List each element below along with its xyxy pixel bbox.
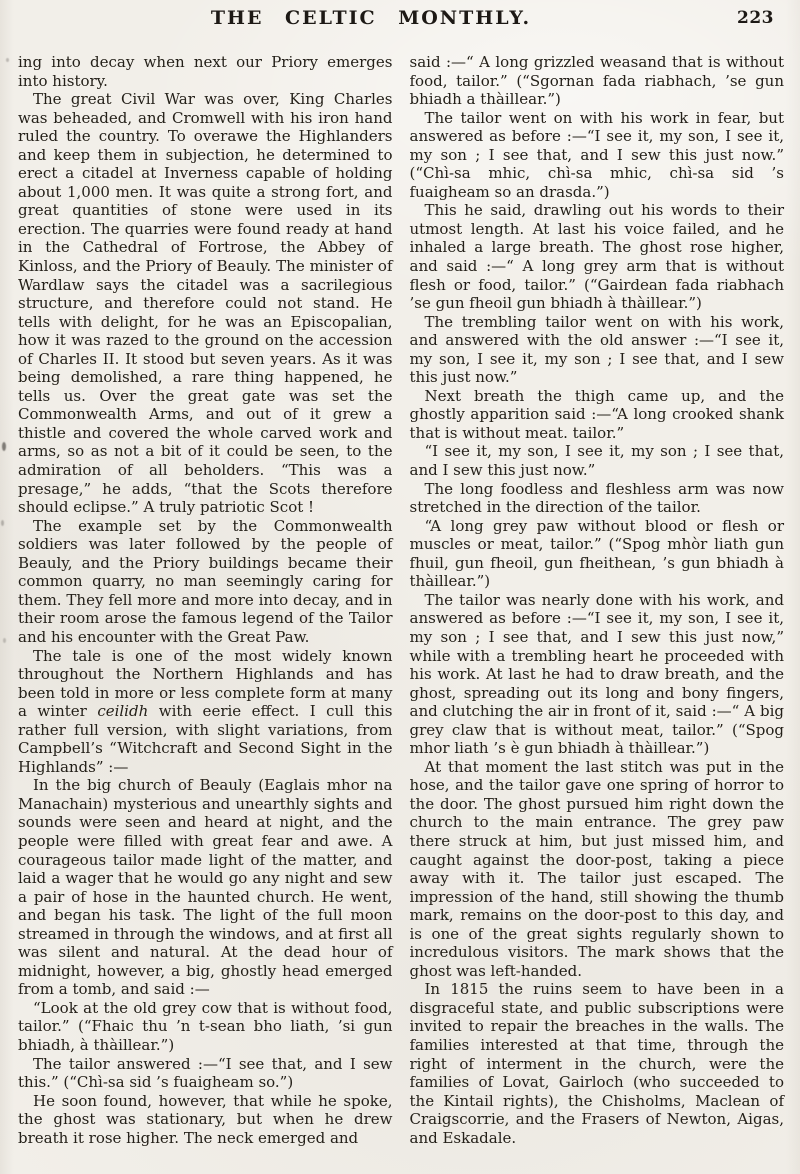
text-run: The great Civil War was over, King Charles was beheaded, and Cromwell with his iron hand ruled the country. To overawe the Highlanders and keep them in subjection, he determined to erect a citadel at Inverness capable of holding about 1,000 men. It was quite a strong fort, and great quantities of stone were used in its erection. The quarries were found ready at hand in the Cathedral of Fortrose, the Abbey of Kinloss, and the Priory of Beauly. The minister of Wardlaw says the citadel was a sacrilegious structure, and therefore could not stand. He tells with delight, for he was an Episcopalian, how it was razed to the ground on the accession of Charles II. It stood but seven years. As it was being demolished, a rare thing happened, he tells us. Over the great gate was set the Commonwealth Arms, and out of it grew a thistle and covered the whole carved work and arms, so as not a bit of it could be seen, to the admiration of all beholders. “This was a presage,” he adds, “that the Scots therefore should eclipse.” A truly patriotic Scot ! xyxy=(18,90,393,517)
paragraph xyxy=(18,999,393,1055)
page-number: 223 xyxy=(737,8,774,28)
text-run: In the big church of Beauly (Eaglais mhor na Manachain) mysterious and unearthly sights and sounds were seen and heard at night, and the people were filled with great fear and awe. A courageous tailor made light of the matter, and laid a wager that he would go any night and sew a pair of hose in the haunted church. He went, and began his task. The light of the full moon streamed in through the windows, and at first all was silent and natural. At the dead hour of midnight, however, a big, ghostly head emerged from a tomb, and said :— xyxy=(18,776,393,999)
text-run: This he said, drawling out his words to their utmost length. At last his voice failed, and he inhaled a large breath. The ghost rose higher, and said :—“ A long grey arm that is without flesh or food, tailor.” (“Gairdean fada riabhach ’se gun fheoil gun bhiadh à thàillear.”) xyxy=(409,201,784,313)
text-run: ing into decay when next our Priory emerges into history. xyxy=(18,53,393,90)
paragraph xyxy=(410,201,785,312)
journal-title: THE CELTIC MONTHLY. xyxy=(210,7,532,29)
text-run: “A long grey paw without blood or flesh or muscles or meat, tailor.” (“Spog mhòr liath gun fhuil, gun fheoil, gun fheithean, ’s gun bhiadh à thàillear.”) xyxy=(409,516,784,591)
paragraph xyxy=(18,1092,393,1148)
text-run: The tailor was nearly done with his work, and answered as before :—“I see it, my son, I see it, my son ; I see that, and I sew this just now,” while with a trembling heart he proceeded with his work. At last he had to draw breath, and the ghost, spreading out its long and bony fingers, and clutching the air in front of it, said :—“ A big grey claw that is without meat, tailor.” (“Spog mhor liath ’s è gun bhiadh à thàillear.”) xyxy=(409,590,784,758)
text-run: In 1815 the ruins seem to have been in a disgraceful state, and public subscriptions were invited to repair the breaches in the walls. The families interested at that time, through the right of interment in the church, were the families of Lovat, Gairloch (who succeeded to the Kintail rights), the Chisholms, Maclean of Craigscorrie, and the Frasers of Newton, Aigas, and Eskadale. xyxy=(409,980,784,1147)
text-run: “I see it, my son, I see it, my son ; I see that, and I sew this just now.” xyxy=(409,442,784,480)
paragraph xyxy=(410,387,785,443)
text-run: He soon found, however, that while he spoke, the ghost was stationary, but when he drew breath it rose higher. The neck emerged and xyxy=(18,1091,393,1147)
text-run: “Look at the old grey cow that is without food, tailor.” (“Fhaic thu ’n t-sean bho liath, ’si gun bhiadh, à thàillear.”) xyxy=(18,998,393,1054)
paragraph xyxy=(410,313,785,387)
paragraph xyxy=(410,480,785,517)
scan-speck xyxy=(3,638,6,643)
article-body xyxy=(18,53,784,1147)
paragraph xyxy=(410,591,785,758)
text-run: The tailor went on with his work in fear, but answered as before :—“I see it, my son, I see it, my son ; I see that, and I sew this just now.” (“Chì-sa mhic, chì-sa mhic, chì-sa sid ’s fuaigheam so an drasda.”) xyxy=(409,108,784,201)
text-run: The long foodless and fleshless arm was now stretched in the direction of the tailor. xyxy=(409,479,784,517)
left-column xyxy=(18,53,393,1147)
text-run: The tale is one of the most widely known throughout the Northern Highlands and has been told in more or less complete form at many a winter xyxy=(18,646,393,721)
paragraph xyxy=(18,647,393,777)
scan-speck xyxy=(2,442,6,451)
scan-speck xyxy=(1,520,4,526)
right-column xyxy=(410,53,785,1147)
paragraph xyxy=(410,980,785,1147)
paragraph xyxy=(18,776,393,999)
paragraph xyxy=(410,109,785,202)
paragraph xyxy=(18,90,393,517)
paragraph xyxy=(410,53,785,109)
text-run: Next breath the thigh came up, and the ghostly apparition said :—“A long crooked shank that is without meat. tailor.” xyxy=(409,386,784,442)
italic-text: ceilidh xyxy=(97,702,149,721)
paragraph xyxy=(410,442,785,479)
text-run: The trembling tailor went on with his work, and answered with the old answer :—“I see it, my son, I see it, my son ; I see that, and I sew this just now.” xyxy=(409,312,784,387)
text-run: with eerie effect. I cull this rather full version, with slight variations, from Campbell’s “Witchcraft and Second Sight in the Highlands” :— xyxy=(18,702,393,776)
text-run: The example set by the Commonwealth soldiers was later followed by the people of Beauly, and the Priory buildings became their common quarry, no man seemingly caring for them. They fell more and more into decay, and in their room arose the famous legend of the Tailor and his encounter with the Great Paw. xyxy=(18,516,393,646)
paragraph xyxy=(18,517,393,647)
scan-speck xyxy=(6,58,9,62)
text-run: The tailor answered :—“I see that, and I sew this.” (“Chì-sa sid ’s fuaigheam so.”) xyxy=(18,1054,393,1092)
text-run: At that moment the last stitch was put in the hose, and the tailor gave one spring of horror to the door. The ghost pursued him right down the church to the main entrance. The grey paw there struck at him, but just missed him, and caught against the door-post, taking a piece away with it. The tailor just escaped. The impression of the hand, still showing the thumb mark, remains on the door-post to this day, and is one of the great sights regularly shown to incredulous visitors. The mark shows that the ghost was left-handed. xyxy=(409,757,784,980)
page-header xyxy=(18,7,784,37)
paragraph xyxy=(18,53,393,90)
paragraph xyxy=(410,517,785,591)
text-run: said :—“ A long grizzled weasand that is without food, tailor.” (“Sgornan fada riabhach, ’se gun bhiadh a thàillear.”) xyxy=(409,53,784,109)
paragraph xyxy=(410,758,785,981)
paragraph xyxy=(18,1055,393,1092)
